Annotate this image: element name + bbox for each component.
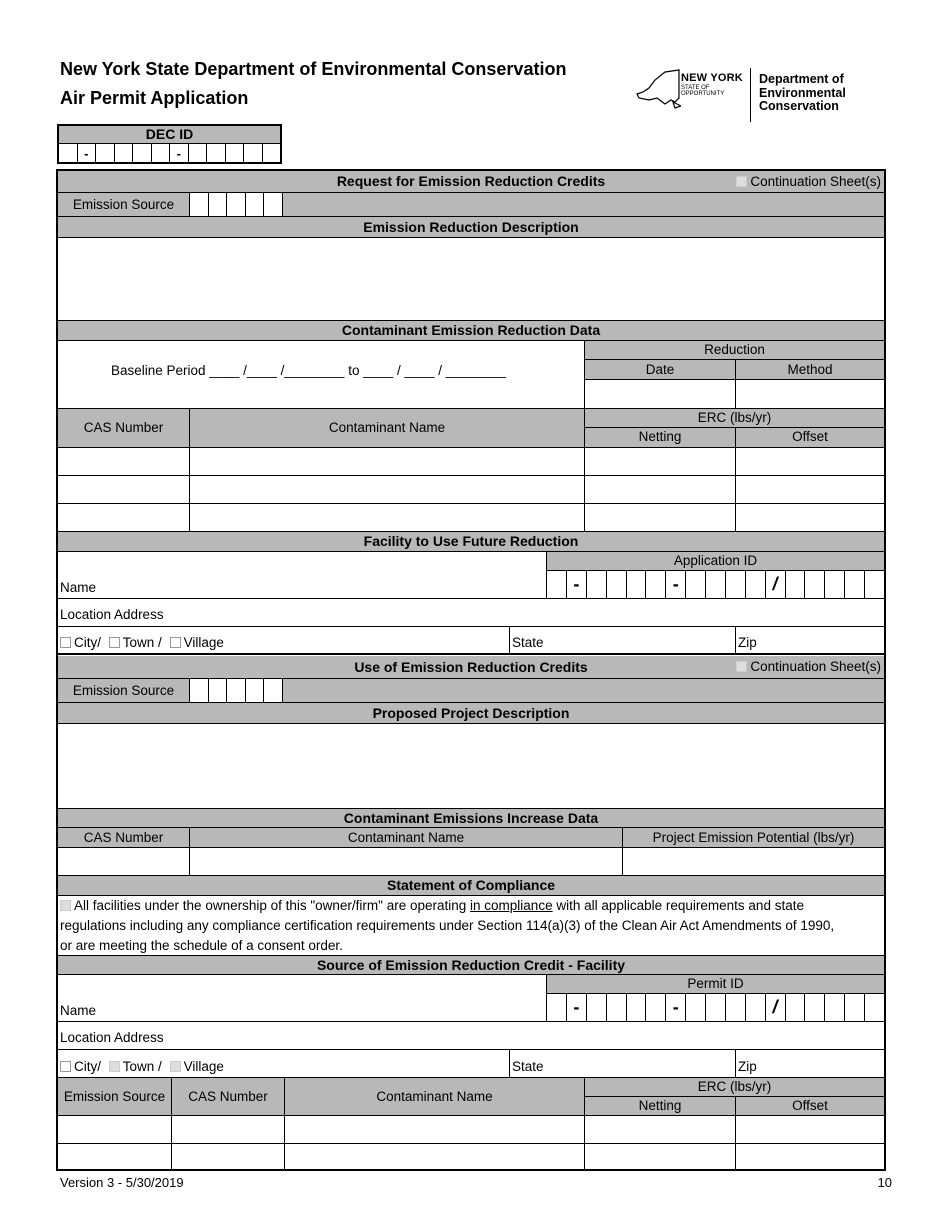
erc-header: ERC (lbs/yr) bbox=[585, 1078, 884, 1097]
dec-id-box bbox=[57, 124, 282, 164]
emission-source-input[interactable] bbox=[189, 679, 283, 702]
netting-header: Netting bbox=[638, 1098, 682, 1113]
facility-name-label: Name bbox=[60, 580, 97, 595]
compliance-checkbox-icon[interactable] bbox=[60, 900, 71, 911]
table-row[interactable] bbox=[58, 504, 884, 532]
dec-id-cell[interactable] bbox=[115, 144, 134, 163]
section1-header bbox=[58, 171, 884, 193]
zip-label: Zip bbox=[738, 635, 757, 650]
emission-source-input[interactable] bbox=[189, 193, 283, 216]
checkbox-icon[interactable] bbox=[60, 1061, 71, 1072]
contaminant-name-header: Contaminant Name bbox=[347, 830, 465, 845]
permit-id-input[interactable]: - - / bbox=[547, 994, 884, 1021]
location-address-label: Location Address bbox=[60, 607, 164, 622]
facility-address-row[interactable] bbox=[58, 599, 884, 627]
source-city-row bbox=[58, 1050, 884, 1078]
logo-new-york: NEW YORK bbox=[681, 72, 743, 84]
baseline-reduction-block bbox=[58, 341, 884, 409]
contaminant-name-header: Contaminant Name bbox=[328, 420, 446, 435]
dec-id-cell: - bbox=[170, 144, 189, 163]
cas-number-header: CAS Number bbox=[188, 1089, 268, 1104]
checkbox-icon[interactable] bbox=[170, 637, 181, 648]
logo-divider bbox=[750, 68, 751, 122]
description-header: Emission Reduction Description bbox=[58, 217, 884, 238]
reduction-method-field[interactable] bbox=[735, 380, 884, 408]
emission-source-label: Emission Source bbox=[72, 683, 175, 698]
table-row[interactable] bbox=[58, 1116, 884, 1144]
city-town-village-options[interactable]: City/ Town / Village bbox=[60, 1059, 224, 1074]
logo-tagline: STATE OF OPPORTUNITY bbox=[681, 85, 725, 97]
application-id-input[interactable]: - - / bbox=[547, 571, 884, 598]
header-subtitle: Air Permit Application bbox=[60, 88, 249, 108]
increase-column-headers bbox=[58, 828, 884, 848]
contaminant-name-header: Contaminant Name bbox=[376, 1089, 493, 1104]
dec-id-cell[interactable] bbox=[96, 144, 115, 163]
emission-source-header: Emission Source bbox=[63, 1089, 166, 1104]
table-row[interactable] bbox=[58, 448, 884, 476]
new-york-state-map-icon bbox=[635, 68, 681, 120]
dec-id-cell[interactable] bbox=[263, 144, 281, 163]
checkbox-icon[interactable] bbox=[170, 1061, 181, 1072]
dec-id-cell[interactable] bbox=[226, 144, 245, 163]
section2-title: Use of Emission Reduction Credits bbox=[354, 659, 588, 675]
table-row[interactable] bbox=[58, 848, 884, 876]
checkbox-icon[interactable] bbox=[109, 1061, 120, 1072]
continuation-sheet-checkbox-2[interactable]: Continuation Sheet(s) bbox=[736, 656, 881, 678]
offset-header: Offset bbox=[735, 1097, 884, 1115]
project-description-header: Proposed Project Description bbox=[58, 703, 884, 724]
zip-label: Zip bbox=[738, 1059, 757, 1074]
offset-header: Offset bbox=[735, 428, 884, 447]
dec-id-cells[interactable] bbox=[59, 144, 280, 163]
checkbox-icon bbox=[736, 661, 747, 672]
facility-name-row bbox=[58, 552, 884, 599]
checkbox-icon bbox=[736, 176, 747, 187]
logo-department: Department of Environmental Conservation bbox=[759, 72, 846, 113]
data-header: Contaminant Emission Reduction Data bbox=[58, 321, 884, 341]
dec-id-label: DEC ID bbox=[59, 126, 280, 144]
application-id-label: Application ID bbox=[547, 552, 884, 571]
source-address-row[interactable] bbox=[58, 1022, 884, 1050]
location-address-label: Location Address bbox=[60, 1030, 164, 1045]
cas-number-header: CAS Number bbox=[83, 420, 164, 435]
project-potential-header: Project Emission Potential (lbs/yr) bbox=[652, 830, 855, 845]
source-facility-header: Source of Emission Reduction Credit - Facility bbox=[58, 956, 884, 975]
header-title: New York State Department of Environmental Conservation bbox=[60, 59, 567, 79]
dec-id-cell[interactable] bbox=[152, 144, 171, 163]
source-name-label: Name bbox=[60, 1003, 97, 1018]
emission-source-row-2 bbox=[58, 679, 884, 703]
method-label: Method bbox=[735, 360, 884, 380]
compliance-header: Statement of Compliance bbox=[58, 876, 884, 896]
emission-reduction-description-field[interactable] bbox=[58, 238, 884, 321]
section2-header bbox=[58, 656, 884, 679]
netting-header: Netting bbox=[638, 429, 682, 444]
baseline-period[interactable]: Baseline Period ____ /____ /________ to ____ / ____ / ________ bbox=[111, 363, 506, 378]
project-description-field[interactable] bbox=[58, 724, 884, 809]
erc-form bbox=[56, 169, 886, 1171]
table-row[interactable] bbox=[58, 476, 884, 504]
checkbox-icon[interactable] bbox=[109, 637, 120, 648]
permit-id-label: Permit ID bbox=[547, 975, 884, 994]
table-row[interactable] bbox=[58, 1144, 884, 1170]
dec-id-cell[interactable] bbox=[244, 144, 263, 163]
state-label: State bbox=[512, 635, 544, 650]
dec-id-cell[interactable] bbox=[207, 144, 226, 163]
dec-id-cell[interactable] bbox=[133, 144, 152, 163]
nys-dec-logo bbox=[635, 66, 885, 124]
emission-source-row-1 bbox=[58, 193, 884, 217]
city-town-village-options[interactable]: City/ Town / Village bbox=[60, 635, 224, 650]
source-name-row bbox=[58, 975, 884, 1022]
reduction-label: Reduction bbox=[585, 341, 884, 360]
source-table-header bbox=[58, 1078, 884, 1116]
compliance-statement: All facilities under the ownership of this "owner/firm" are operating in compliance with all applicable requirements and state regulations including any compliance certification requirements under Section 114(a)(3) of the Clean Air Act Amendments of 1990, or are meeting the schedule of a consent order. bbox=[58, 896, 884, 956]
state-label: State bbox=[512, 1059, 544, 1074]
date-label: Date bbox=[585, 360, 735, 380]
reduction-date-field[interactable] bbox=[585, 380, 735, 408]
facility-header: Facility to Use Future Reduction bbox=[58, 532, 884, 552]
increase-header: Contaminant Emissions Increase Data bbox=[58, 809, 884, 828]
dec-id-cell[interactable] bbox=[59, 144, 78, 163]
dec-id-cell: - bbox=[78, 144, 97, 163]
cas-number-header: CAS Number bbox=[83, 830, 164, 845]
section-divider bbox=[56, 653, 886, 655]
dec-id-cell[interactable] bbox=[189, 144, 208, 163]
checkbox-icon[interactable] bbox=[60, 637, 71, 648]
emission-source-label: Emission Source bbox=[72, 197, 175, 212]
continuation-sheet-checkbox-1[interactable]: Continuation Sheet(s) bbox=[736, 171, 881, 192]
facility-city-row bbox=[58, 627, 884, 653]
page-number: 10 bbox=[877, 1175, 892, 1190]
version-label: Version 3 - 5/30/2019 bbox=[60, 1175, 184, 1190]
section1-title: Request for Emission Reduction Credits bbox=[336, 173, 606, 189]
contaminant-header-row bbox=[58, 409, 884, 448]
erc-header: ERC (lbs/yr) bbox=[585, 409, 884, 428]
